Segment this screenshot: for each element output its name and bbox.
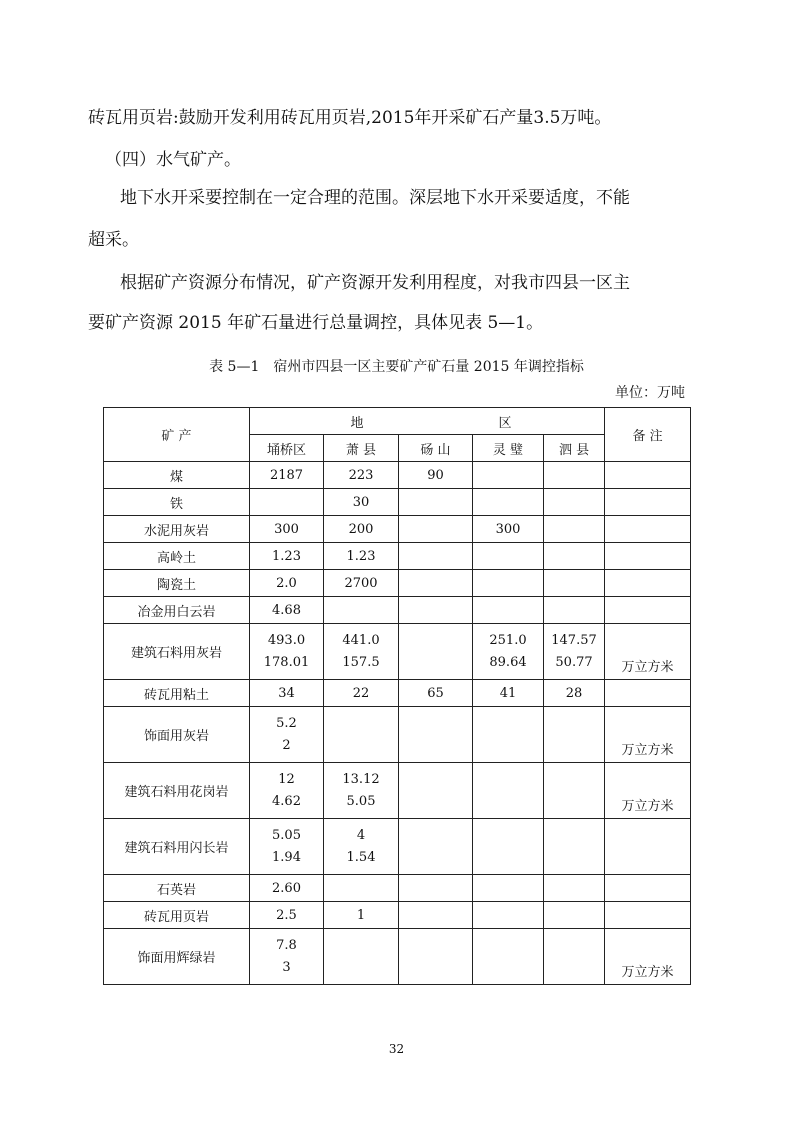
paragraph-control-line2: 要矿产资源 2015 年矿石量进行总量调控，具体见表 5—1。: [88, 313, 544, 333]
table-row: [104, 707, 691, 763]
table-caption: 表 5—1 宿州市四县一区主要矿产矿石量 2015 年调控指标: [209, 359, 584, 375]
value-cell: [324, 597, 399, 624]
header-note: 备 注: [605, 408, 691, 462]
table-unit: 单位：万吨: [615, 385, 685, 401]
header-mineral: 矿 产: [104, 408, 250, 462]
value-cell: [544, 489, 605, 516]
note-cell: [605, 570, 691, 597]
value-line: 251.0: [489, 632, 527, 648]
value-line: 5.05: [272, 827, 301, 843]
value-line: 493.0: [267, 632, 306, 648]
value-cell: [473, 597, 544, 624]
value-cell: [544, 819, 605, 875]
paragraph-shale: 砖瓦用页岩:鼓励开发利用砖瓦用页岩,2015年开采矿石产量3.5万吨。: [88, 108, 612, 128]
mineral-name: 铁: [104, 489, 250, 516]
mineral-table: [103, 407, 691, 985]
value-cell: [250, 489, 324, 516]
table-row: [104, 929, 691, 985]
value-cell: [473, 624, 544, 680]
value-cell: [399, 875, 473, 902]
note-cell: [605, 597, 691, 624]
mineral-name: 饰面用灰岩: [104, 707, 250, 763]
value-cell: [473, 543, 544, 570]
value-cell: [250, 819, 324, 875]
mineral-name: 砖瓦用页岩: [104, 902, 250, 929]
value-cell: 2.60: [250, 875, 324, 902]
note-cell: 万立方米: [605, 763, 691, 819]
value-line: 178.01: [263, 654, 310, 670]
table-row: [104, 543, 691, 570]
value-cell: 300: [473, 516, 544, 543]
value-cell: [544, 707, 605, 763]
value-cell: 2.5: [250, 902, 324, 929]
mineral-name: 建筑石料用花岗岩: [104, 763, 250, 819]
value-cell: [324, 819, 399, 875]
value-cell: 65: [399, 680, 473, 707]
value-cell: 1: [324, 902, 399, 929]
value-cell: [250, 929, 324, 985]
value-cell: [544, 570, 605, 597]
header-district: 萧 县: [324, 435, 399, 462]
value-cell: 4.68: [250, 597, 324, 624]
table-row: [104, 680, 691, 707]
value-cell: [473, 819, 544, 875]
value-cell: 30: [324, 489, 399, 516]
value-cell: [324, 763, 399, 819]
value-cell: [544, 516, 605, 543]
paragraph-groundwater-line1: 地下水开采要控制在一定合理的范围。深层地下水开采要适度，不能: [120, 188, 630, 208]
header-district: 泗 县: [544, 435, 605, 462]
value-line: 1.54: [346, 849, 376, 865]
table-row: [104, 763, 691, 819]
note-cell: [605, 680, 691, 707]
mineral-name: 石英岩: [104, 875, 250, 902]
mineral-name: 冶金用白云岩: [104, 597, 250, 624]
value-cell: [544, 624, 605, 680]
value-cell: [324, 929, 399, 985]
mineral-name: 建筑石料用闪长岩: [104, 819, 250, 875]
table-row: [104, 819, 691, 875]
value-cell: 28: [544, 680, 605, 707]
value-cell: [324, 707, 399, 763]
value-line: 50.77: [555, 654, 593, 670]
value-cell: [473, 763, 544, 819]
table-row: [104, 624, 691, 680]
value-cell: [399, 570, 473, 597]
header-region-right: 区: [498, 415, 512, 431]
value-cell: [399, 516, 473, 543]
value-cell: [544, 875, 605, 902]
paragraph-section-title: （四）水气矿产。: [105, 150, 241, 170]
note-cell: 万立方米: [605, 707, 691, 763]
value-cell: [544, 902, 605, 929]
header-region: [250, 408, 605, 435]
value-cell: [473, 489, 544, 516]
value-cell: [250, 624, 324, 680]
header-district: 砀 山: [399, 435, 473, 462]
value-cell: [544, 597, 605, 624]
table-row: [104, 875, 691, 902]
mineral-name: 饰面用辉绿岩: [104, 929, 250, 985]
value-cell: 1.23: [324, 543, 399, 570]
header-region-left: 地: [350, 415, 364, 431]
value-cell: [324, 875, 399, 902]
value-cell: [473, 902, 544, 929]
note-cell: 万立方米: [605, 929, 691, 985]
value-line: 5.05: [346, 793, 376, 809]
value-line: 5.2: [276, 715, 297, 731]
paragraph-groundwater-line2: 超采。: [88, 230, 139, 250]
value-line: 4: [356, 827, 366, 843]
value-cell: [250, 707, 324, 763]
value-line: 89.64: [489, 654, 527, 670]
value-cell: 41: [473, 680, 544, 707]
value-cell: [399, 707, 473, 763]
value-cell: [250, 763, 324, 819]
paragraph-control-line1: 根据矿产资源分布情况，矿产资源开发利用程度，对我市四县一区主: [120, 273, 630, 293]
mineral-name: 建筑石料用灰岩: [104, 624, 250, 680]
value-line: 1.94: [272, 849, 301, 865]
mineral-name: 水泥用灰岩: [104, 516, 250, 543]
note-cell: [605, 489, 691, 516]
value-cell: [473, 875, 544, 902]
note-cell: [605, 902, 691, 929]
note-cell: [605, 819, 691, 875]
value-cell: [473, 707, 544, 763]
value-cell: [399, 929, 473, 985]
value-cell: [324, 624, 399, 680]
mineral-name: 陶瓷土: [104, 570, 250, 597]
value-cell: [399, 819, 473, 875]
value-line: 12: [278, 771, 295, 787]
header-district: 埇桥区: [250, 435, 324, 462]
value-cell: 2187: [250, 462, 324, 489]
value-cell: [473, 570, 544, 597]
value-cell: 22: [324, 680, 399, 707]
value-cell: [399, 763, 473, 819]
value-cell: [399, 489, 473, 516]
value-line: 13.12: [342, 771, 380, 787]
value-line: 4.62: [272, 793, 301, 809]
header-district: 灵 璧: [473, 435, 544, 462]
mineral-name: 砖瓦用粘土: [104, 680, 250, 707]
value-cell: 1.23: [250, 543, 324, 570]
value-cell: [473, 929, 544, 985]
value-cell: [399, 543, 473, 570]
table-row: [104, 462, 691, 489]
table-row: [104, 902, 691, 929]
value-line: 7.8: [276, 937, 297, 953]
value-cell: 223: [324, 462, 399, 489]
value-line: 441.0: [342, 632, 380, 648]
value-cell: 34: [250, 680, 324, 707]
value-cell: [544, 543, 605, 570]
value-line: 157.5: [342, 654, 380, 670]
note-cell: [605, 462, 691, 489]
value-cell: 90: [399, 462, 473, 489]
value-cell: 200: [324, 516, 399, 543]
table-row: [104, 597, 691, 624]
value-cell: 300: [250, 516, 324, 543]
mineral-name: 煤: [104, 462, 250, 489]
table-row: [104, 489, 691, 516]
page-number: 32: [388, 1042, 405, 1056]
value-cell: [544, 462, 605, 489]
value-cell: [399, 624, 473, 680]
note-cell: [605, 875, 691, 902]
value-cell: [544, 763, 605, 819]
value-cell: [544, 929, 605, 985]
table-row: [104, 516, 691, 543]
note-cell: 万立方米: [605, 624, 691, 680]
value-cell: 2700: [324, 570, 399, 597]
mineral-name: 高岭土: [104, 543, 250, 570]
value-cell: [473, 462, 544, 489]
note-cell: [605, 516, 691, 543]
table-row: [104, 570, 691, 597]
value-cell: [399, 597, 473, 624]
value-line: 147.57: [551, 632, 597, 648]
note-cell: [605, 543, 691, 570]
value-cell: [399, 902, 473, 929]
value-line: 2: [282, 737, 291, 753]
value-cell: 2.0: [250, 570, 324, 597]
value-line: 3: [282, 959, 291, 975]
